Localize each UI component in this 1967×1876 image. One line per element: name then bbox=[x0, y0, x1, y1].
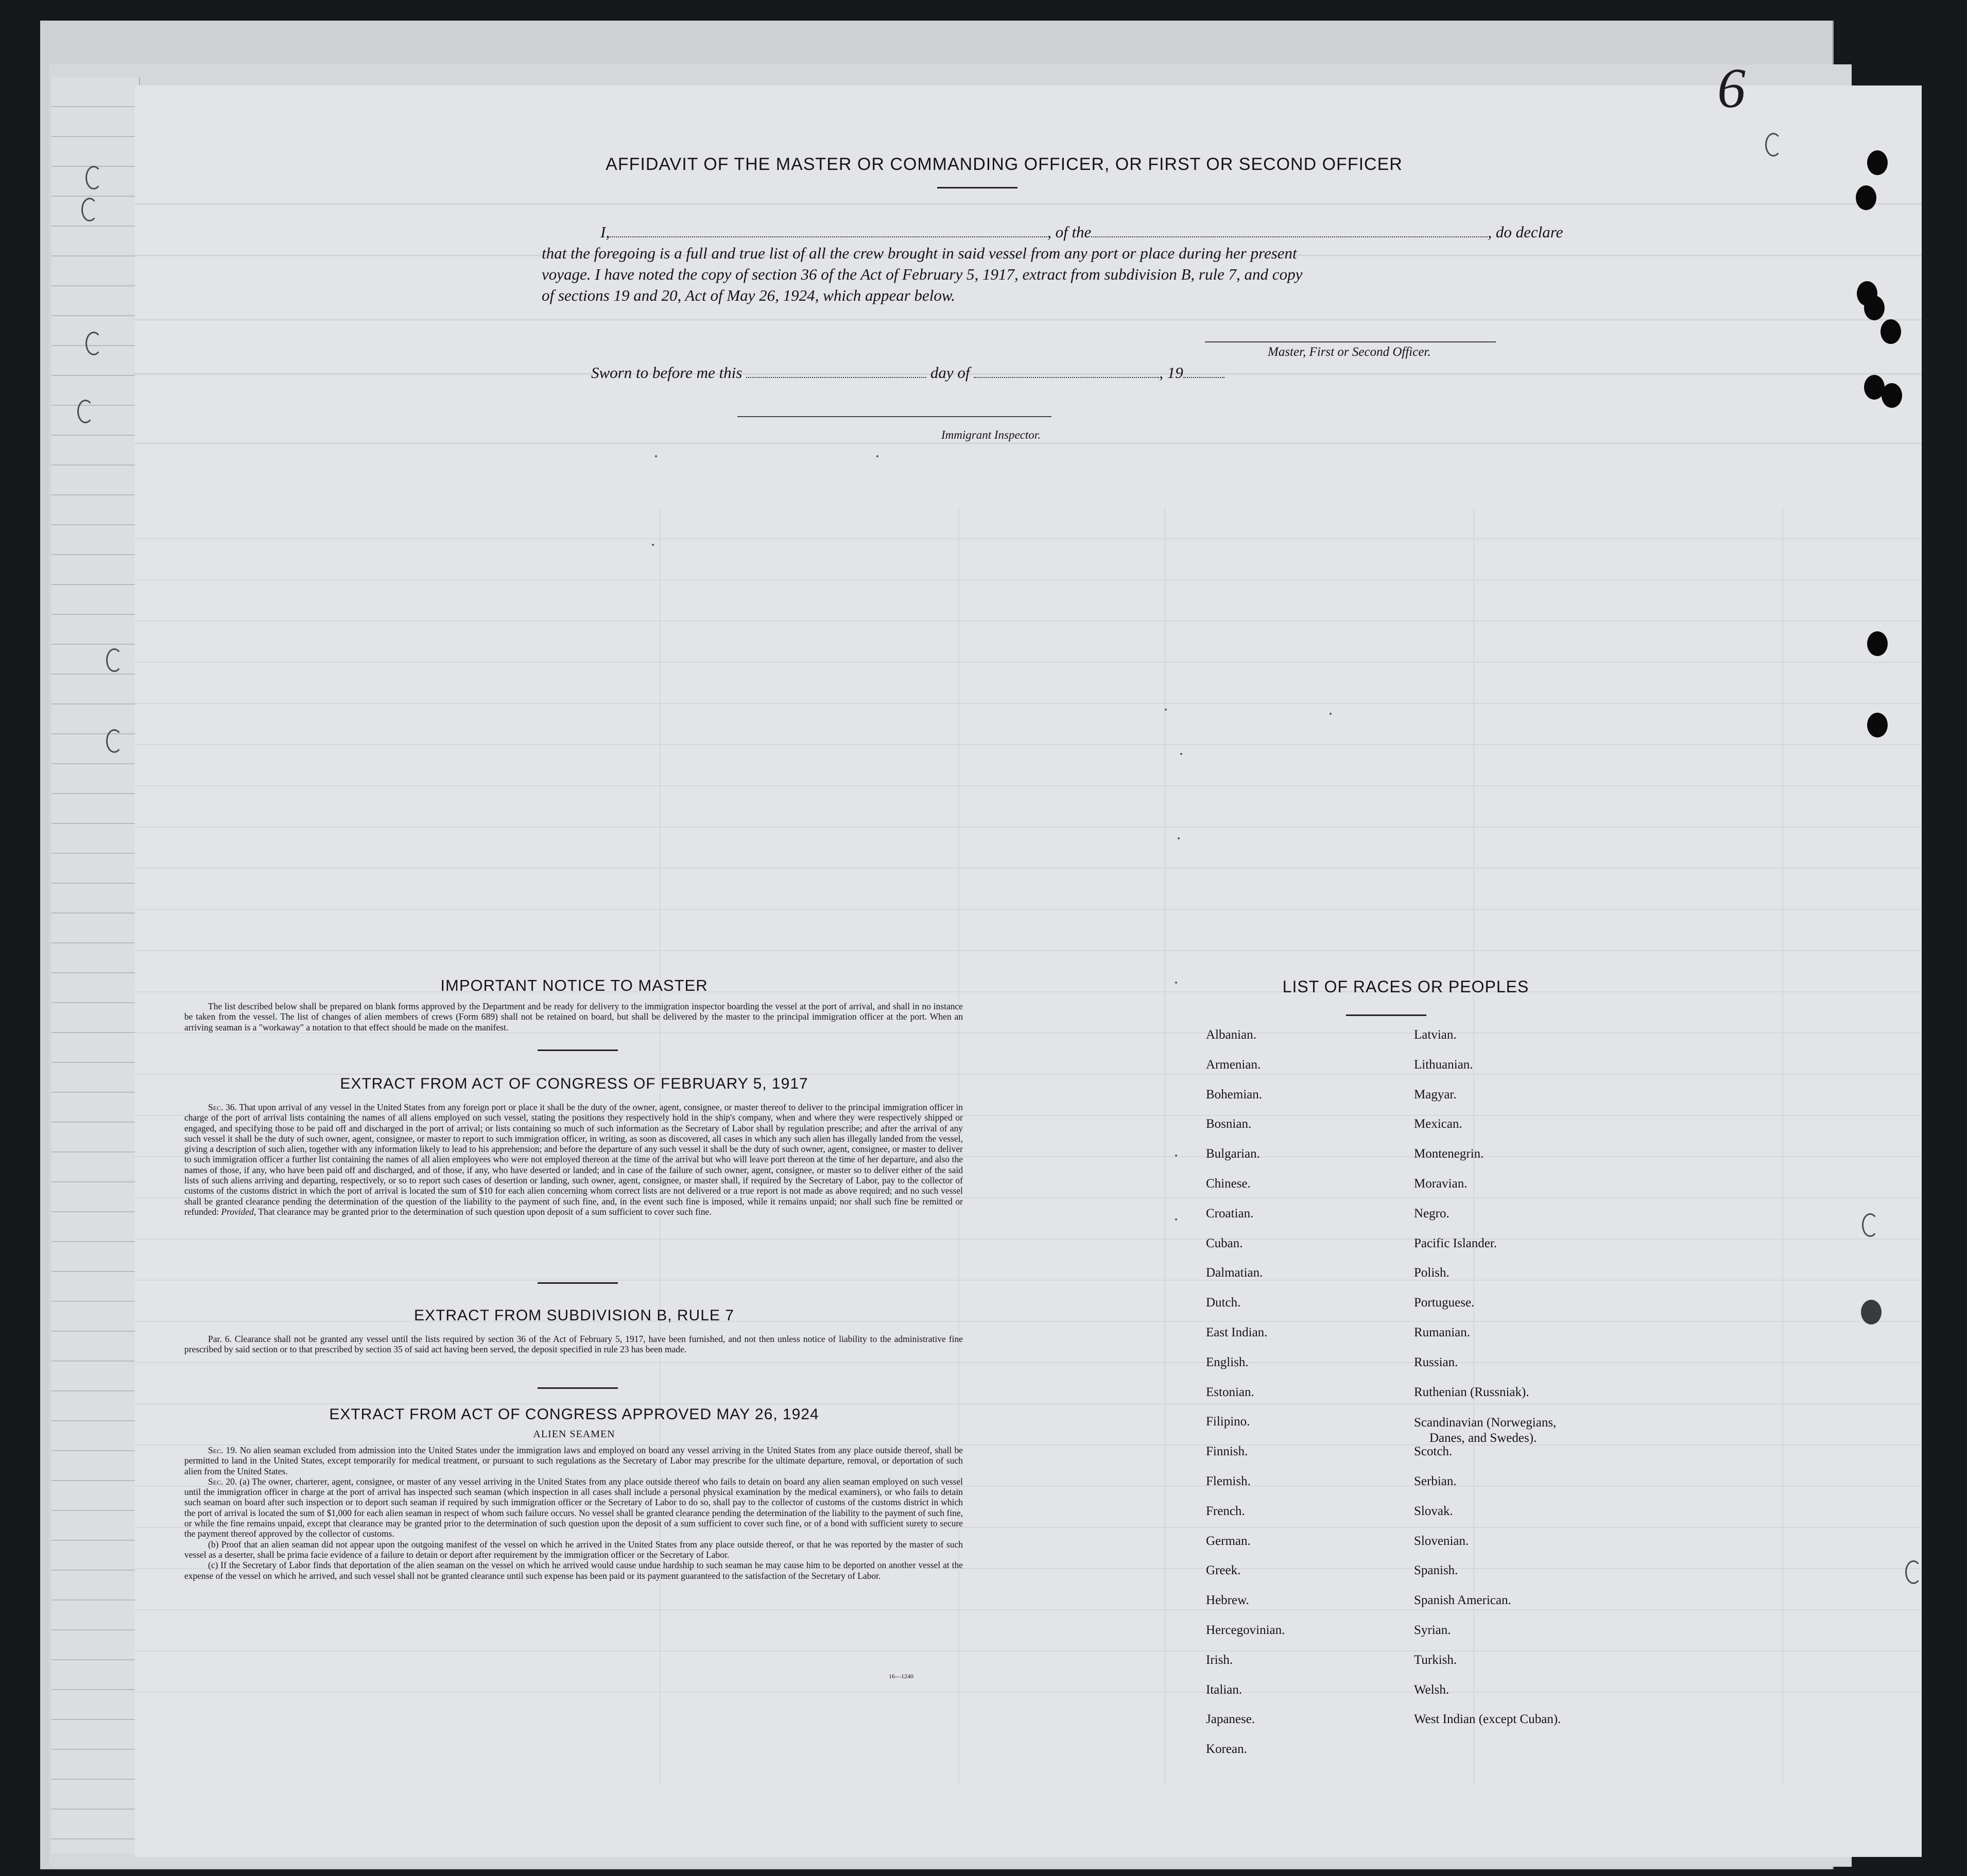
race-item: Bohemian. bbox=[1206, 1087, 1263, 1101]
race-item: Hebrew. bbox=[1206, 1593, 1249, 1608]
race-item: Negro. bbox=[1414, 1206, 1450, 1220]
signature-label: Master, First or Second Officer. bbox=[1268, 345, 1431, 359]
hole-rim bbox=[106, 648, 123, 672]
race-item: German. bbox=[1206, 1534, 1251, 1548]
punch-hole bbox=[1867, 631, 1888, 656]
race-item: Polish. bbox=[1414, 1266, 1450, 1280]
race-item: Italian. bbox=[1206, 1682, 1243, 1697]
race-item: Portuguese. bbox=[1414, 1296, 1475, 1310]
race-item: Serbian. bbox=[1414, 1474, 1457, 1488]
race-item: Moravian. bbox=[1414, 1177, 1468, 1191]
dot-mark bbox=[1178, 837, 1180, 839]
sworn-line bbox=[591, 364, 1224, 382]
subdiv-b-text bbox=[184, 1334, 963, 1355]
sec-20c-paragraph: (c) If the Secretary of Labor finds that deportation of the alien seaman on the vessel on which he arrived would cause undue hardship to such seaman he may cause him to be deported on another vessel at the expense of the vessel on which he arrived, and such vessel shall not be granted clearance until such expense has been paid or its payment guaranteed to the satisfaction of the Secretary of Labor. bbox=[184, 1560, 963, 1581]
race-item: Spanish. bbox=[1414, 1563, 1458, 1578]
dot-mark bbox=[876, 455, 878, 457]
race-item: Russian. bbox=[1414, 1355, 1458, 1369]
race-item: Scotch. bbox=[1414, 1444, 1453, 1459]
sworn-day-field[interactable] bbox=[746, 376, 926, 378]
race-item: Rumanian. bbox=[1414, 1326, 1471, 1339]
dot-mark bbox=[1175, 1155, 1177, 1157]
dot-mark bbox=[1180, 753, 1182, 755]
race-item: Mexican. bbox=[1414, 1117, 1462, 1131]
affidavit-line-3: voyage. I have noted the copy of section 36 of the Act of February 5, 1917, extract from subdivision B, rule 7, and copy bbox=[542, 265, 1303, 283]
extract-1917-rule bbox=[538, 1282, 618, 1284]
sec-20b-paragraph: (b) Proof that an alien seaman did not appear upon the outgoing manifest of the vessel on which he arrived in the United States from any place outside thereof, or that he was reported by the master of such vessel as a deserter, shall be prima facie evidence of a failure to detain or deport after requirement by the immigration officer or the Secretary of Labor. bbox=[184, 1539, 963, 1560]
subdiv-b-rule bbox=[538, 1387, 618, 1389]
race-item: Slovenian. bbox=[1414, 1534, 1469, 1548]
race-item: Estonian. bbox=[1206, 1385, 1254, 1399]
punch-hole bbox=[1867, 713, 1888, 737]
inspector-signature-line[interactable] bbox=[737, 416, 1051, 417]
sworn-text: Sworn to before me this bbox=[591, 364, 743, 382]
punch-hole bbox=[1867, 150, 1888, 175]
race-item: Bosnian. bbox=[1206, 1117, 1252, 1131]
race-item: Latvian. bbox=[1414, 1028, 1457, 1042]
sec-36-text: That upon arrival of any vessel in the United States from any foreign port or place it shall be the duty of the owner, agent, consignee, or master thereof to deliver to the principal immigration officer in charge of the port of arrival lists containing the names of all aliens employed on such vessel, stating the positions they respectively hold in the ship's company, when and where they were respectively shipped or engaged, and specifying those to be paid off and discharged in the port of arrival; or lists containing so much of such information as the Secretary of Labor shall by regulation prescribe; and after the arrival of any such vessel it shall be the duty of such owner, agent, consignee, or master to report to such immigration officer, in writing, as soon as discovered, all cases in which any such alien has illegally landed from the vessel, giving a description of such alien, together with any information likely to lead to his apprehension; and before the departure of any such vessel it shall be the duty of such owner, agent, consignee, or master to deliver to such immigration officer a further list containing the names of all alien employees who were not employed thereon at the time of the arrival but who will leave port thereon at the time of her departure, and also the names of those, if any, who have been paid off and discharged, and of those, if any, who have deserted or landed; and in case of the failure of such owner, agent, consignee, or master so to deliver either of the said lists of such aliens arriving and departing, respectively, or so to report such cases of desertion or landing, such owner, agent, consignee, or master shall, if required by the Secretary of Labor, pay to the collector of customs of the customs district in which the port of arrival is located the sum of $10 for each alien concerning whom correct lists are not delivered or a true report is not made as above required; and no such vessel shall be granted clearance pending the determination of the question of the liability to the payment of such fine, and, in the event such fine is imposed, while it remains unpaid; nor shall such fine be remitted or refunded: bbox=[184, 1102, 963, 1217]
dot-mark bbox=[652, 544, 654, 546]
race-item: Dutch. bbox=[1206, 1296, 1241, 1310]
sworn-year-field[interactable] bbox=[1183, 376, 1224, 378]
race-item: Welsh. bbox=[1414, 1682, 1450, 1697]
hole-rim bbox=[85, 332, 102, 355]
races-rule bbox=[1346, 1014, 1426, 1016]
sworn-month-field[interactable] bbox=[974, 376, 1159, 378]
race-item: Dalmatian. bbox=[1206, 1266, 1263, 1280]
sworn-year-prefix: , 19 bbox=[1159, 364, 1183, 382]
race-item: English. bbox=[1206, 1355, 1249, 1369]
punch-hole bbox=[1882, 383, 1902, 408]
hole-rim bbox=[77, 400, 94, 423]
sworn-day-of: day of bbox=[930, 364, 970, 382]
extract-1924-title: EXTRACT FROM ACT OF CONGRESS APPROVED MAY 26, 1924 bbox=[329, 1406, 819, 1423]
title-rule bbox=[937, 187, 1017, 188]
race-item: Finnish. bbox=[1206, 1444, 1248, 1459]
document-page bbox=[135, 85, 1922, 1857]
race-item: Turkish. bbox=[1414, 1653, 1457, 1667]
affidavit-body bbox=[542, 221, 1563, 306]
race-item: Armenian. bbox=[1206, 1057, 1261, 1072]
par-6-paragraph: Par. 6. Clearance shall not be granted any vessel until the lists required by section 36 of the Act of February 5, 1917, have been furnished, and not then unless notice of liability to the administrative fine prescribed by said section or to that prescribed by section 35 of said act having been served, the deposit specified in rule 23 has been made. bbox=[184, 1334, 963, 1355]
notice-title: IMPORTANT NOTICE TO MASTER bbox=[440, 976, 708, 994]
affidavit-i: I, bbox=[600, 223, 610, 241]
dot-mark bbox=[655, 455, 657, 457]
race-item: Magyar. bbox=[1414, 1087, 1457, 1101]
dot-mark bbox=[1175, 982, 1177, 984]
signature-line[interactable] bbox=[1205, 341, 1496, 342]
sec-20-label: Sec. 20. bbox=[208, 1476, 237, 1487]
race-item: Montenegrin. bbox=[1414, 1147, 1484, 1161]
dot-mark bbox=[1330, 713, 1332, 715]
race-item: Japanese. bbox=[1206, 1712, 1255, 1727]
race-item: Korean. bbox=[1206, 1742, 1247, 1757]
race-item: Lithuanian. bbox=[1414, 1057, 1473, 1072]
sec-36-paragraph bbox=[184, 1102, 963, 1217]
race-item: Danes, and Swedes). bbox=[1429, 1431, 1537, 1445]
race-item: Chinese. bbox=[1206, 1177, 1251, 1191]
punch-hole bbox=[1864, 296, 1885, 320]
race-item: Filipino. bbox=[1206, 1415, 1250, 1429]
race-item: Greek. bbox=[1206, 1563, 1241, 1578]
notice-paragraph: The list described below shall be prepared on blank forms approved by the Department and be ready for delivery to the immigration inspector boarding the vessel at the port of arrival, and shall in no instance be taken from the vessel. The list of changes of alien members of crews (Form 689) shall not be retained on board, but shall be delivered by the master to the principal immigration officer at the port. When an arriving seaman is a "workaway" a notation to that effect should be made on the manifest. bbox=[184, 1001, 963, 1032]
punch-hole bbox=[1856, 185, 1876, 210]
race-item: Syrian. bbox=[1414, 1623, 1451, 1637]
proviso-text: That clearance may be granted prior to the determination of such question upon deposit of a sum sufficient to cover such fine. bbox=[258, 1206, 712, 1217]
sec-19-text: No alien seaman excluded from admission into the United States under the immigration laws and employed on board any vessel arriving in the United States from any place outside thereof, shall be permitted to land in the United States, except temporarily for medical treatment, or pursuant to such regulations as the Secretary of Labor may prescribe for the ultimate departure, removal, or deportation of such alien from the United States. bbox=[184, 1445, 963, 1476]
sec-36-label: Sec. 36. bbox=[208, 1102, 237, 1112]
race-item: Bulgarian. bbox=[1206, 1147, 1260, 1161]
extract-1917-title: EXTRACT FROM ACT OF CONGRESS OF FEBRUARY 5, 1917 bbox=[340, 1075, 808, 1092]
affidavit-declare: , do declare bbox=[1488, 223, 1563, 241]
subdiv-b-title: EXTRACT FROM SUBDIVISION B, RULE 7 bbox=[414, 1307, 734, 1324]
dot-mark bbox=[1165, 709, 1167, 711]
notice-text bbox=[184, 1001, 963, 1032]
page-number: 6 bbox=[1717, 57, 1746, 119]
hole-rim bbox=[1862, 1213, 1878, 1237]
hole-rim bbox=[81, 198, 98, 221]
race-item: East Indian. bbox=[1206, 1326, 1268, 1339]
race-item: Cuban. bbox=[1206, 1236, 1243, 1250]
extract-1924-text bbox=[184, 1445, 963, 1581]
extract-1917-text bbox=[184, 1102, 963, 1217]
race-item: Irish. bbox=[1206, 1653, 1233, 1667]
race-item: Spanish American. bbox=[1414, 1593, 1511, 1608]
race-item: West Indian (except Cuban). bbox=[1414, 1712, 1561, 1727]
hole-rim bbox=[1905, 1560, 1922, 1584]
vessel-name-field[interactable] bbox=[1091, 236, 1488, 237]
race-item: Scandinavian (Norwegians, bbox=[1414, 1416, 1557, 1430]
sec-19-paragraph bbox=[184, 1445, 963, 1476]
race-item: Flemish. bbox=[1206, 1474, 1251, 1488]
master-name-field[interactable] bbox=[610, 236, 1047, 237]
race-item: Croatian. bbox=[1206, 1206, 1254, 1220]
affidavit-title: AFFIDAVIT OF THE MASTER OR COMMANDING OFFICER, OR FIRST OR SECOND OFFICER bbox=[606, 154, 1403, 174]
races-title: LIST OF RACES OR PEOPLES bbox=[1282, 977, 1529, 996]
bleed-through-grid bbox=[135, 85, 1922, 1857]
affidavit-line-1 bbox=[542, 221, 1563, 243]
race-item: Pacific Islander. bbox=[1414, 1236, 1497, 1250]
hole-rim bbox=[85, 166, 102, 190]
notice-rule bbox=[538, 1049, 618, 1051]
sec-20a-paragraph bbox=[184, 1476, 963, 1539]
proviso-word: Provided, bbox=[221, 1206, 256, 1217]
sec-19-label: Sec. 19. bbox=[208, 1445, 237, 1455]
hole-rim bbox=[1765, 133, 1782, 157]
form-number: 16—1240 bbox=[889, 1673, 913, 1680]
affidavit-line-2: that the foregoing is a full and true list of all the crew brought in said vessel from any port or place during her present bbox=[542, 244, 1297, 262]
alien-seamen-subtitle: ALIEN SEAMEN bbox=[533, 1428, 615, 1440]
affidavit-of-the: , of the bbox=[1047, 223, 1092, 241]
race-item: French. bbox=[1206, 1504, 1245, 1518]
race-item: Hercegovinian. bbox=[1206, 1623, 1285, 1637]
inspector-label: Immigrant Inspector. bbox=[941, 428, 1041, 441]
race-item: Albanian. bbox=[1206, 1028, 1256, 1042]
race-item: Ruthenian (Russniak). bbox=[1414, 1385, 1529, 1399]
punch-hole bbox=[1880, 319, 1901, 344]
hole-rim bbox=[106, 729, 123, 753]
race-item: Slovak. bbox=[1414, 1504, 1453, 1518]
affidavit-line-4: of sections 19 and 20, Act of May 26, 1924, which appear below. bbox=[542, 286, 956, 304]
punch-hole bbox=[1861, 1300, 1882, 1324]
dot-mark bbox=[1175, 1218, 1177, 1220]
sec-20a-text: (a) The owner, charterer, agent, consignee, or master of any vessel arriving in the United States from any place outside thereof who fails to detain on board any alien seaman employed on such vessel until the immigration officer in charge at the port of arrival has inspected such seaman (which inspection in all cases shall include a personal physical examination by the medical examiners), or who fails to detain such seaman on board after such inspection or to deport such seaman if required by such immigration officer or the Secretary of Labor to do so, shall pay to the collector of customs of the customs district in which the port of arrival is located the sum of $1,000 for each alien seaman in respect of whom such failure occurs. No vessel shall be granted clearance pending the determination of the liability to the payment of such fine, or while the fine remains unpaid, except that clearance may be granted prior to the determination of such question upon the deposit of a sum sufficient to cover such fine, or of a bond with sufficient surety to secure the payment thereof approved by the collector of customs. bbox=[184, 1476, 963, 1539]
